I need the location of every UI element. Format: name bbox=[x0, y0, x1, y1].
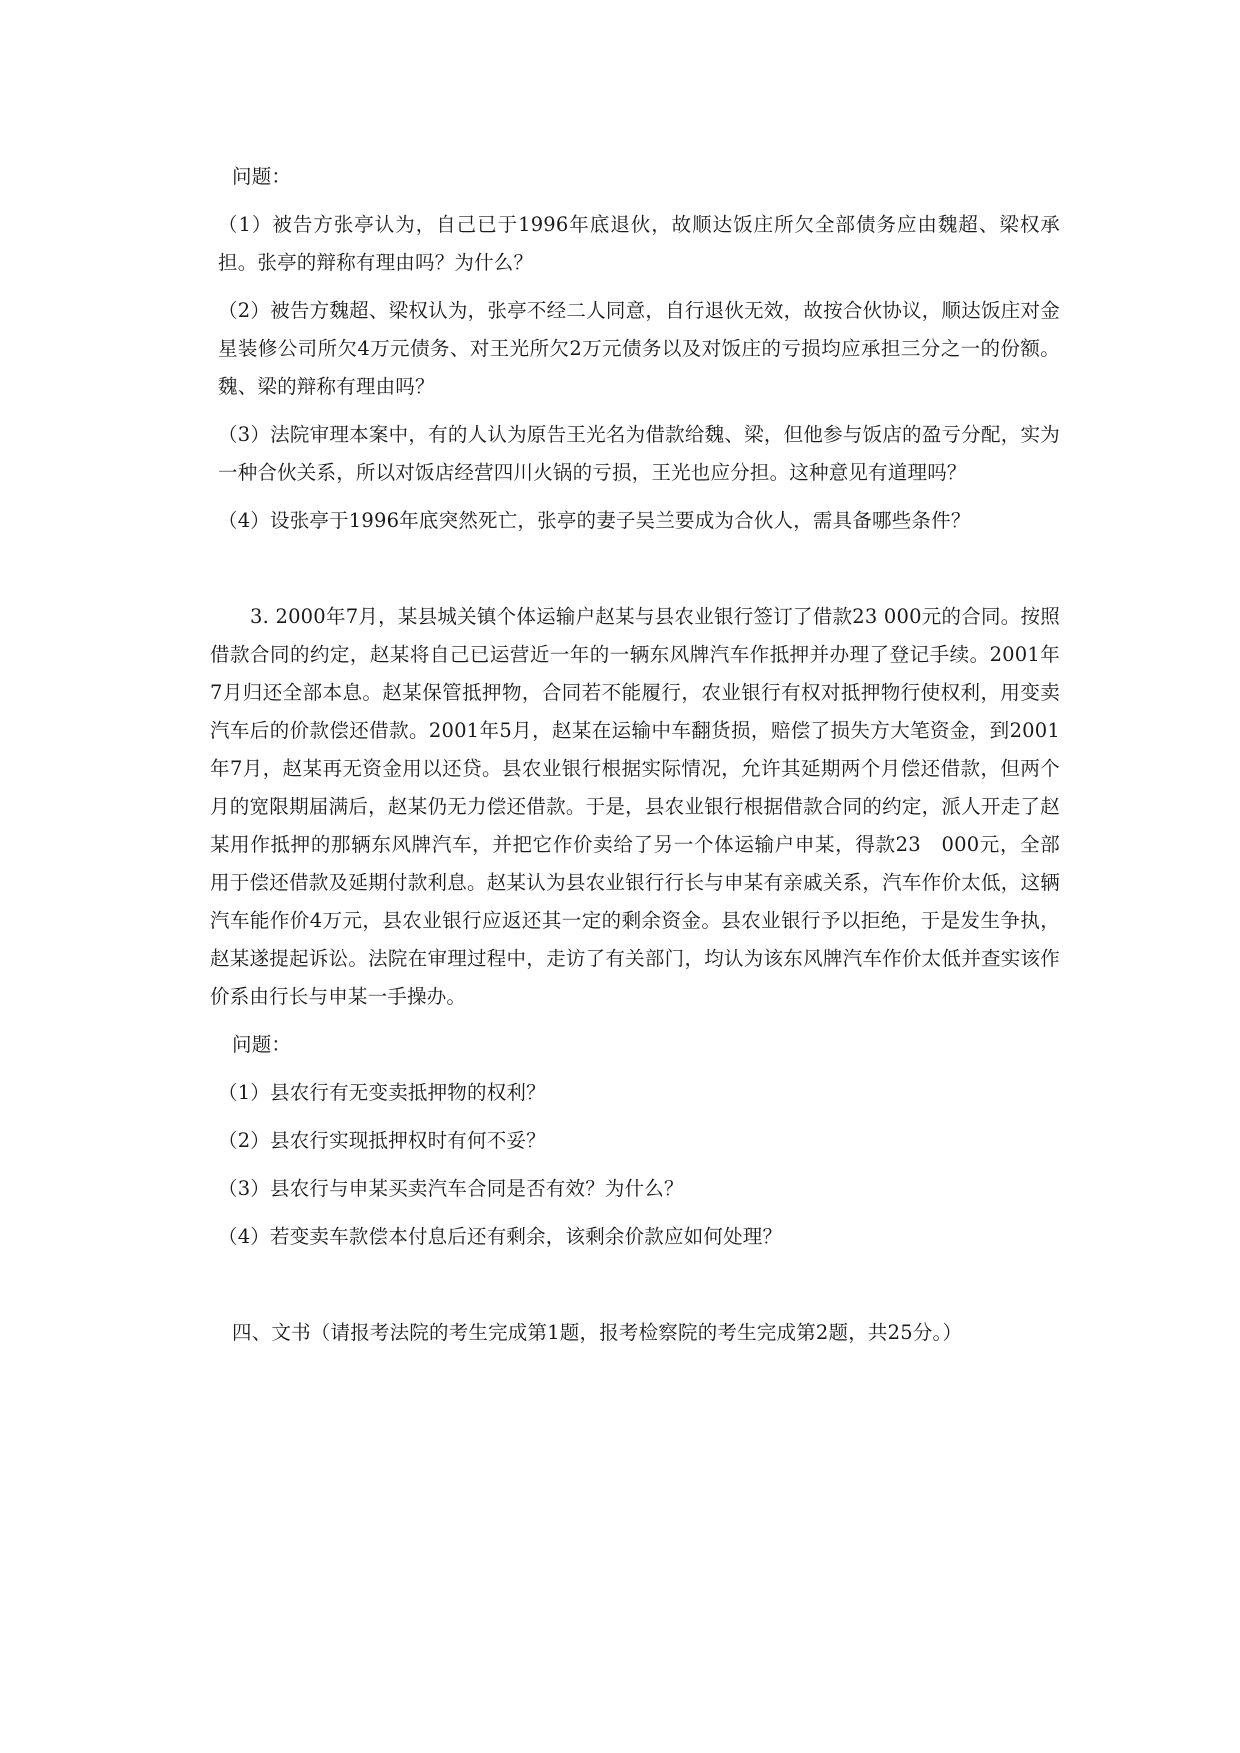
question-2-1: （1）县农行有无变卖抵押物的权利？ bbox=[218, 1081, 546, 1104]
spacer bbox=[210, 550, 1060, 598]
spacer bbox=[210, 1266, 1060, 1314]
question-1-2: （2）被告方魏超、梁权认为，张亭不经二人同意，自行退伙无效，故按合伙协议，顺达饭庄对金星装修公司所欠4万元债务、对王光所欠2万元债务以及对饭庄的亏损均应承担三分之一的份额。魏、梁的辩称有理由吗？ bbox=[218, 299, 1060, 398]
question-1-1: （1）被告方张亭认为，自己已于1996年底退伙，故顺达饭庄所欠全部债务应由魏超、梁权承担。张亭的辩称有理由吗？为什么？ bbox=[218, 213, 1060, 274]
case-3-paragraph: 3. 2000年7月，某县城关镇个体运输户赵某与县农业银行签订了借款23 000元的合同。按照借款合同的约定，赵某将自己已运营近一年的一辆东风牌汽车作抵押并办理了登记手续。2001年7月归还全部本息。赵某保管抵押物，合同若不能履行，农业银行有权对抵押物行使权利，用变卖汽车后的价款偿还借款。2001年5月，赵某在运输中车翻货损，赔偿了损失方大笔资金，到2001年7月，赵某再无资金用以还贷。县农业银行根据实际情况，允许其延期两个月偿还借款，但两个月的宽限期届满后，赵某仍无力偿还借款。于是，县农业银行根据借款合同的约定，派人开走了赵某用作抵押的那辆东风牌汽车，并把它作价卖给了另一个体运输户申某，得款23 000元，全部用于偿还借款及延期付款利息。赵某认为县农业银行行长与申某有亲戚关系，汽车作价太低，这辆汽车能作价4万元，县农业银行应返还其一定的剩余资金。县农业银行予以拒绝，于是发生争执，赵某遂提起诉讼。法院在审理过程中，走访了有关部门，均认为该东风牌汽车作价太低并查实该作价系由行长与申某一手操办。 bbox=[210, 605, 1060, 1008]
question-2-4: （4）若变卖车款偿本付息后还有剩余，该剩余价款应如何处理？ bbox=[218, 1225, 783, 1248]
question-2-3: （3）县农行与申某买卖汽车合同是否有效？为什么？ bbox=[218, 1177, 684, 1200]
section-4-heading: 四、文书（请报考法院的考生完成第1题，报考检察院的考生完成第2题，共25分。） bbox=[232, 1321, 963, 1344]
question-2-2: （2）县农行实现抵押权时有何不妥？ bbox=[218, 1129, 546, 1152]
question-1-3: （3）法院审理本案中，有的人认为原告王光名为借款给魏、梁，但他参与饭店的盈亏分配，实为一种合伙关系，所以对饭店经营四川火锅的亏损，王光也应分担。这种意见有道理吗？ bbox=[218, 423, 1060, 484]
page-content bbox=[210, 158, 1060, 1352]
questions-heading-1: 问题： bbox=[232, 165, 292, 188]
question-1-4: （4）设张亭于1996年底突然死亡，张亭的妻子吴兰要成为合伙人，需具备哪些条件？ bbox=[218, 509, 971, 532]
questions-heading-2: 问题： bbox=[232, 1033, 292, 1056]
